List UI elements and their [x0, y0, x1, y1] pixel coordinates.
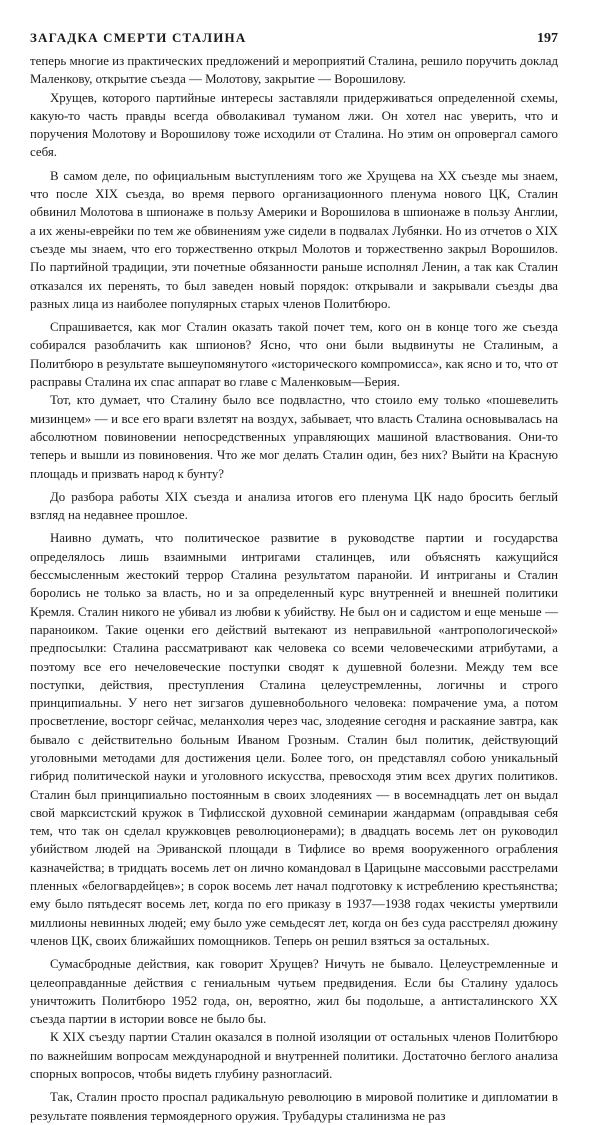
running-title: ЗАГАДКА СМЕРТИ СТАЛИНА — [30, 30, 247, 45]
paragraph: Тот, кто думает, что Сталину было все подвластно, что стоило ему только «пошевелить мизинцем» — и все его враги взлетят на воздух, забывает, что власть Сталина основывалась на абсолютном повиновении непосредственных управляющих машиной властвования. Они-то теперь и вышли из повиновения. Что же мог делать Сталин один, без них? Выйти на Красную площадь и призвать народ к бунту? — [30, 393, 558, 481]
paragraph: теперь многие из практических предложений и мероприятий Сталина, решило поручить доклад Маленкову, открытие съезда — Молотову, закрытие — Ворошилову. — [30, 54, 558, 87]
paragraph: Хрущев, которого партийные интересы заставляли придерживаться определенной схемы, какую-то часть правды всегда обволакивал туманом лжи. Он хотел нас уверить, что и поручения Молотову и Ворошилову тоже исходили от Сталина. Но этим он опровергал самого себя. — [30, 90, 558, 160]
paragraph: Так, Сталин просто проспал радикальную революцию в мировой политике и дипломатии в результате появления термоядерного оружия. Трубадуры сталинизма не раз — [30, 1090, 558, 1123]
paragraph: Сумасбродные действия, как говорит Хрущев? Ничуть не бывало. Целеустремленные и целеоправданные действия с гениальным чутьем предвидения. Если бы Сталину удалось уничтожить Политбюро 1952 года, он, вероятно, жил бы подольше, а антисталинского XX съезда партии в истории вовсе не было бы. — [30, 957, 558, 1027]
body-text — [30, 52, 558, 1125]
running-head — [30, 30, 558, 50]
paragraph: До разбора работы XIX съезда и анализа итогов его пленума ЦК надо бросить беглый взгляд на недавнее прошлое. — [30, 489, 558, 523]
book-page — [30, 30, 558, 1125]
paragraph: К XIX съезду партии Сталин оказался в полной изоляции от остальных членов Политбюро по важнейшим вопросам международной и внутренней политики. Достаточно беглого анализа спорных вопросов, чтобы видеть глубину разногласий. — [30, 1030, 558, 1082]
paragraph: В самом деле, по официальным выступлениям того же Хрущева на XX съезде мы знаем, что после XIX съезда, во время первого организационного пленума нового ЦК, Сталин обвинил Молотова в шпионаже в пользу Америки и Ворошилова в шпионаже в пользу Англии, а их жены-еврейки по тем же обвинениям уже сидели в подвалах Лубянки. Но из отчетов о XIX съезде мы знаем, что его торжественно открыл Молотов и торжественно закрыл Ворошилов. По партийной традиции, эти почетные обязанности раньше исполнял Ленин, а так как Сталин отказался их перенять, то был заведен новый порядок: открывали и закрывали съезды два разных лица из наиболее популярных старых членов Политбюро. — [30, 168, 558, 311]
page-number: 197 — [537, 31, 558, 46]
paragraph: Спрашивается, как мог Сталин оказать такой почет тем, кого он в конце того же съезда собирался разоблачить как шпионов? Ясно, что они были выдвинуты не Сталиным, а Политбюро в результате вышеупомянутого «исторического компромисса», как ясно и то, что от расправы Сталина их спас аппарат во главе с Маленковым—Берия. — [30, 320, 558, 390]
paragraph: Наивно думать, что политическое развитие в руководстве партии и государства определялось лишь взаимными интригами сталинцев, или объяснять кажущийся бессмысленным жестокий террор Сталина результатом паранойи. И интриганы и Сталин боролись не только за власть, но и за определенный курс внутренней и внешней политики Кремля. Сталин никого не убивал из любви к убийству. Не был он и садистом и еще меньше — параноиком. Такие оценки его действий вытекают из неправильной «антропологической» предпосылки: Сталина рассматривают как человека со всеми человеческими атрибутами, а поэтому все его нечеловеческие поступки сводят к душевной болезни. Между тем все поступки, действия, преступления Сталина целеустремленны, логичны и строго принципиальны. У него нет зигзагов душевнобольного человека: помрачение ума, а потом просветление, восторг сейчас, меланхолия через час, злодеяние сегодня и раскаяние завтра, как бывало с действительно больным Иваном Грозным. Сталин был политик, действующий уголовными методами для достижения цели. Более того, он представлял собою уникальный гибрид политической науки и уголовного искусства, превосходя этим всех других политиков. Сталин был принципиально постоянным в своих злодеяниях — в восемнадцать лет он выдал свой марксистский кружок в Тифлисской духовной семинарии жандармам (оправдывая себя тем, что так он сделал кружковцев революционерами); в двадцать восемь лет он руководил убийством людей на Эриванской площади в Тифлисе во время вооруженного ограбления казначейства; в тридцать восемь лет он лично командовал в Царицыне массовыми расстрелами пленных «белогвардейцев»; в сорок восемь лет начал подготовку к истреблению крестьянства; ему было пятьдесят восемь лет, когда по его приказу в 1937—1938 годах чекисты умертвили миллионы невинных людей; ему было уже семьдесят лет, когда он без суда расстрелял дюжину членов ЦК, своих ближайших помощников. Теперь он решил взяться за остальных. — [30, 531, 558, 948]
